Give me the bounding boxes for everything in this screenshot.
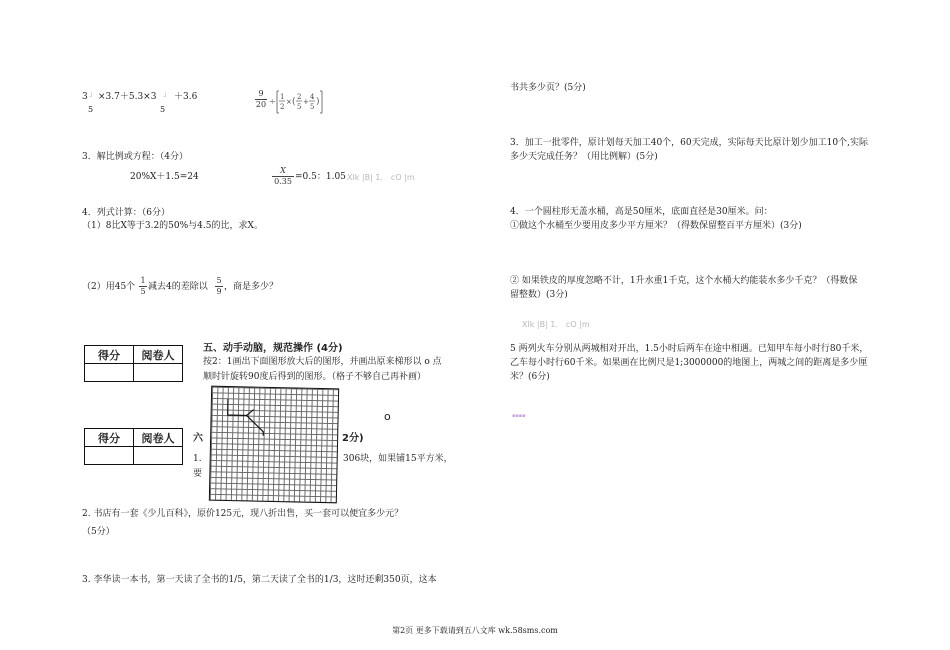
section6-fragment: 六 (193, 433, 203, 444)
right-q4-line2: ①做这个水桶至少要用皮多少平方厘米？（得数保留整百平方厘米）(3分) (510, 221, 802, 231)
section5-text-2: 顺时针旋转90度后得到的图形。（格子不够自己再补画） (203, 372, 426, 382)
q3-title: 3．解比例或方程：（4分） (82, 152, 188, 162)
score-label: 得分 (85, 346, 134, 364)
q4-title: 4．列式计算：（6分） (82, 208, 170, 218)
svg-text:÷: ÷ (269, 97, 276, 106)
svg-text:(: ( (292, 97, 296, 107)
svg-text:1: 1 (280, 93, 285, 101)
right-q4-line4: 留整数）(3分) (510, 290, 568, 300)
svg-text:4: 4 (310, 93, 315, 101)
right-faint-text: Xlk |B| 1． cO |m (522, 320, 590, 329)
frac-den-2: 5 (160, 105, 166, 114)
q4-frac-2: 5 9 (216, 276, 222, 296)
point-o-label: o (384, 410, 391, 423)
q6-2: 2. 书店有一套《少儿百科》，原价125元，现八折出售，买一套可以便宜多少元？ (82, 509, 404, 519)
q3-eq2-rest: =0.5：1.05 (295, 172, 346, 182)
grader-cell (134, 447, 183, 465)
svg-text:5: 5 (297, 103, 302, 111)
right-q4-line3: ② 如果铁皮的厚度忽略不计，1升水重1千克，这个水桶大约能装水多少千克？（得数保 (510, 276, 858, 286)
q3-faint-text: Xlk |B| 1． cO |m (347, 173, 415, 182)
svg-text:): ) (316, 97, 320, 107)
section5-text-1: 按2：1画出下面图形放大后的图形，并画出原来梯形以 o 点 (203, 357, 442, 367)
expr1-b: ×3.7＋5.3×3 (98, 92, 157, 102)
q3-eq2-fraction: X 0.35 (272, 167, 294, 186)
grader-label: 阅卷人 (134, 429, 183, 447)
q6-2-score: （5分） (82, 527, 115, 537)
expr2-bracket-expression (268, 88, 330, 116)
q6-3: 3. 李华读一本书，第一天读了全书的1/5，第二天读了全书的1/3，这时还剩350页，这本 (82, 575, 437, 585)
expr2-fraction: 9 20 (255, 89, 267, 109)
score-cell (85, 447, 134, 465)
right-q5-line1: 5 两列火车分别从两城相对开出，1.5小时后两车在途中相遇。已知甲车每小时行80千米， (510, 344, 869, 354)
grader-cell (134, 364, 183, 382)
svg-text:×: × (286, 98, 292, 106)
q6-1-end: 306块，如果铺15平方米， (343, 454, 453, 464)
page-footer: 第2页 更多下载请到五八文库 wk.58sms.com (392, 626, 558, 635)
score-box-1 (84, 345, 183, 382)
grader-label: 阅卷人 (134, 346, 183, 364)
q4-part-1: （1）8比X等于3.2的50%与4.5的比，求X。 (82, 221, 263, 231)
trapezoid-figure (210, 387, 338, 503)
q6-1-line2: 要 (193, 469, 203, 479)
frac-den-1: 5 (88, 105, 94, 114)
right-q5-line2: 乙车每小时行60千米。如果画在比例尺是1;3000000的地图上，两城之间的距离是多少厘 (510, 358, 868, 368)
svg-text:2: 2 (280, 103, 285, 111)
svg-text:2: 2 (297, 93, 302, 101)
right-q5-line3: 米？(6分) (510, 372, 550, 382)
right-q3-line2: 多少天完成任务？（用比例解）(5分) (510, 152, 658, 162)
score-cell (85, 364, 134, 382)
right-q4-line1: 4．一个圆柱形无盖水桶，高是50厘米，底面直径是30厘米。问： (510, 207, 773, 217)
right-q3-line1: 3．加工一批零件，原计划每天加工40个，60天完成，实际每天比原计划少加工10个,实际 (510, 138, 868, 148)
right-continuation: 书共多少页？(5分) (510, 83, 586, 93)
svg-text:5: 5 (310, 103, 315, 111)
q3-eq1: 20%X＋1.5=24 (130, 172, 199, 182)
q6-1-start: 1. (193, 454, 202, 464)
score-box-2 (84, 428, 183, 465)
score-label: 得分 (85, 429, 134, 447)
right-tiny-mark: ▪▪▪▪ (512, 413, 526, 419)
svg-text:+: + (303, 98, 309, 106)
expr1-c: ＋3.6 (174, 92, 198, 102)
q4-frac-1: 1 5 (140, 276, 146, 296)
drawing-grid[interactable] (209, 386, 339, 504)
expr1-a: 3 (82, 92, 88, 102)
section5-title: 五、动手动脑，规范操作 (4分) (203, 343, 343, 354)
section6-end: 2分) (342, 433, 364, 444)
